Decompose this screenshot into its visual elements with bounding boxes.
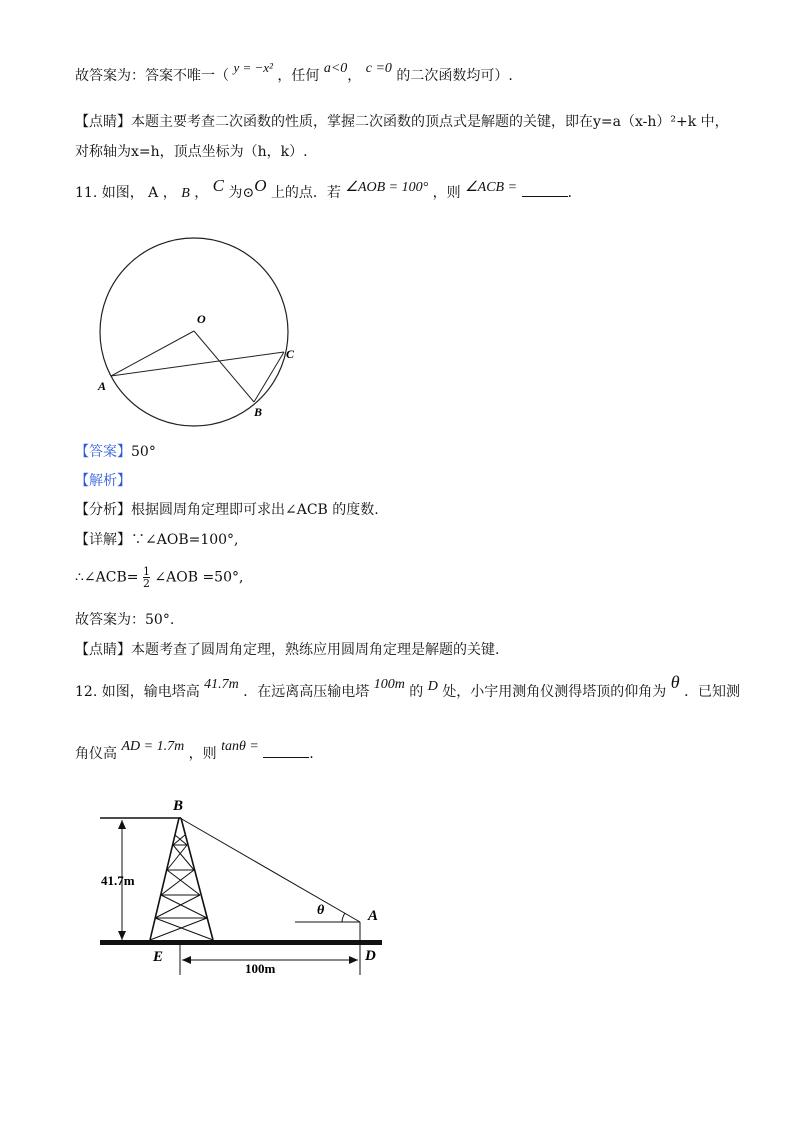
answer11-detail-tag: 【详解】 bbox=[75, 532, 131, 548]
height-arrow-bottom bbox=[118, 931, 126, 940]
q12-answer-blank bbox=[263, 745, 309, 758]
q12-stem-d: ．已知测 bbox=[684, 684, 741, 700]
answer11-detail-line2 bbox=[75, 566, 243, 589]
point1-tag: 【点睛】 bbox=[75, 114, 131, 130]
q11-number: 11. bbox=[75, 185, 98, 201]
segment-ob bbox=[194, 331, 254, 402]
label-a: A bbox=[368, 908, 379, 924]
q12-then: ，则 bbox=[188, 746, 217, 762]
answer11-detail2-rest: ∠AOB =50°, bbox=[154, 569, 244, 586]
prev-answer-line: 故答案为：答案不唯一（ y = −x² ，任何 a<0， c =0 的二次函数均可）. bbox=[75, 60, 513, 84]
answer11-value: 50° bbox=[131, 444, 156, 460]
q12-number: 12. bbox=[75, 684, 98, 700]
label-b: B bbox=[254, 405, 263, 419]
label-o: O bbox=[197, 312, 206, 326]
prev-cond-a: a<0 bbox=[323, 61, 348, 76]
q11-center-o: O bbox=[254, 176, 267, 195]
q11-point-b: B bbox=[181, 186, 190, 201]
height-arrow-top bbox=[118, 820, 126, 829]
answer11-jiexi: 【解析】 bbox=[75, 473, 131, 489]
answer11-fraction bbox=[143, 566, 150, 589]
label-theta: θ bbox=[317, 903, 325, 918]
sight-line bbox=[180, 818, 360, 922]
q12-stem-line1 bbox=[75, 672, 741, 703]
ground-line bbox=[100, 940, 382, 945]
point1-text1: 本题主要考查二次函数的性质，掌握二次函数的顶点式是解题的关键，即在y=a（x-h）²+k 中， bbox=[131, 114, 729, 130]
fraction-numerator: 1 bbox=[142, 565, 150, 578]
prev-func: y = −x² bbox=[233, 60, 273, 75]
q11-point-c: C bbox=[212, 176, 225, 195]
label-distance: 100m bbox=[245, 961, 276, 976]
point1-line2: 对称轴为x=h，顶点坐标为（h，k）. bbox=[75, 144, 308, 160]
circle-o bbox=[100, 238, 288, 426]
answer11-point-line bbox=[75, 640, 499, 660]
distance-arrow-left bbox=[182, 956, 191, 964]
tower-lattice bbox=[150, 835, 213, 940]
distance-arrow-right bbox=[349, 956, 358, 964]
q12-ad: AD = 1.7m bbox=[121, 739, 185, 754]
point1-line1 bbox=[75, 112, 729, 132]
fraction-denominator: 2 bbox=[142, 577, 150, 590]
answer11-analysis-tag: 【分析】 bbox=[75, 502, 131, 518]
q12-stem-line2 bbox=[75, 739, 314, 765]
q12-dist: 100m bbox=[373, 677, 405, 692]
tower-figure bbox=[95, 790, 395, 990]
prev-answer-prefix: 故答案为：答案不唯一（ bbox=[75, 68, 229, 84]
answer11-analysis-line bbox=[75, 500, 379, 520]
q12-line2a: 角仪高 bbox=[75, 746, 117, 762]
label-d: D bbox=[365, 948, 376, 964]
q12-ask: tanθ = bbox=[221, 739, 259, 754]
answer11-point: 本题考查了圆周角定理，熟练应用圆周角定理是解题的关键. bbox=[131, 642, 500, 658]
circle-figure bbox=[90, 232, 320, 432]
segment-ac bbox=[111, 352, 284, 376]
q12-stem-a: 如图，输电塔高 bbox=[101, 684, 200, 700]
prev-answer-suffix: 的二次函数均可）. bbox=[396, 68, 513, 84]
answer11-final: 故答案为：50°. bbox=[75, 612, 175, 628]
q11-end: . bbox=[567, 185, 572, 201]
q12-de: 的 bbox=[409, 684, 424, 700]
answer11-point-tag: 【点睛】 bbox=[75, 642, 131, 658]
theta-arc bbox=[342, 913, 345, 922]
q11-on-text: 上的点．若 bbox=[270, 185, 341, 201]
q11-given: ∠AOB = 100° bbox=[345, 180, 429, 195]
label-a: A bbox=[98, 379, 107, 393]
segment-oa bbox=[111, 331, 194, 376]
prev-cond-c: c =0 bbox=[365, 61, 392, 76]
q11-point-a: A bbox=[148, 185, 159, 201]
q12-height: 41.7m bbox=[204, 677, 239, 692]
q12-point-d: D bbox=[427, 679, 438, 694]
answer11-analysis: 根据圆周角定理即可求出∠ACB 的度数. bbox=[131, 502, 379, 518]
label-c: C bbox=[286, 347, 295, 361]
q11-then: ，则 bbox=[432, 185, 461, 201]
answer11-detail-line1 bbox=[75, 530, 239, 550]
prev-any-text: ，任何 bbox=[277, 68, 320, 84]
q12-theta: θ bbox=[670, 672, 680, 692]
q12-end: . bbox=[309, 746, 314, 762]
q11-stem: 11. 如图， A ， B ， C 为⊙O 上的点．若 ∠AOB = 100° ，则 ∠ACB = . bbox=[75, 176, 572, 201]
q12-stem-b: ．在远离高压输电塔 bbox=[243, 684, 370, 700]
answer11-tag: 【答案】 bbox=[75, 444, 131, 460]
q11-ask: ∠ACB = bbox=[465, 180, 518, 195]
q12-stem-c: 处，小宇用测角仪测得塔顶的仰角为 bbox=[442, 684, 667, 700]
q11-stem-a: 如图， bbox=[101, 185, 144, 201]
answer11-detail1: ∵∠AOB=100°, bbox=[131, 532, 239, 548]
label-height: 41.7m bbox=[101, 873, 135, 888]
label-b: B bbox=[173, 798, 184, 814]
q11-answer-blank bbox=[522, 184, 568, 197]
segment-cb bbox=[254, 352, 284, 402]
label-e: E bbox=[153, 949, 164, 965]
q11-on-circle: 为⊙ bbox=[228, 185, 255, 201]
answer11-line bbox=[75, 442, 156, 462]
answer11-therefore: ∴∠ACB= bbox=[75, 569, 139, 586]
